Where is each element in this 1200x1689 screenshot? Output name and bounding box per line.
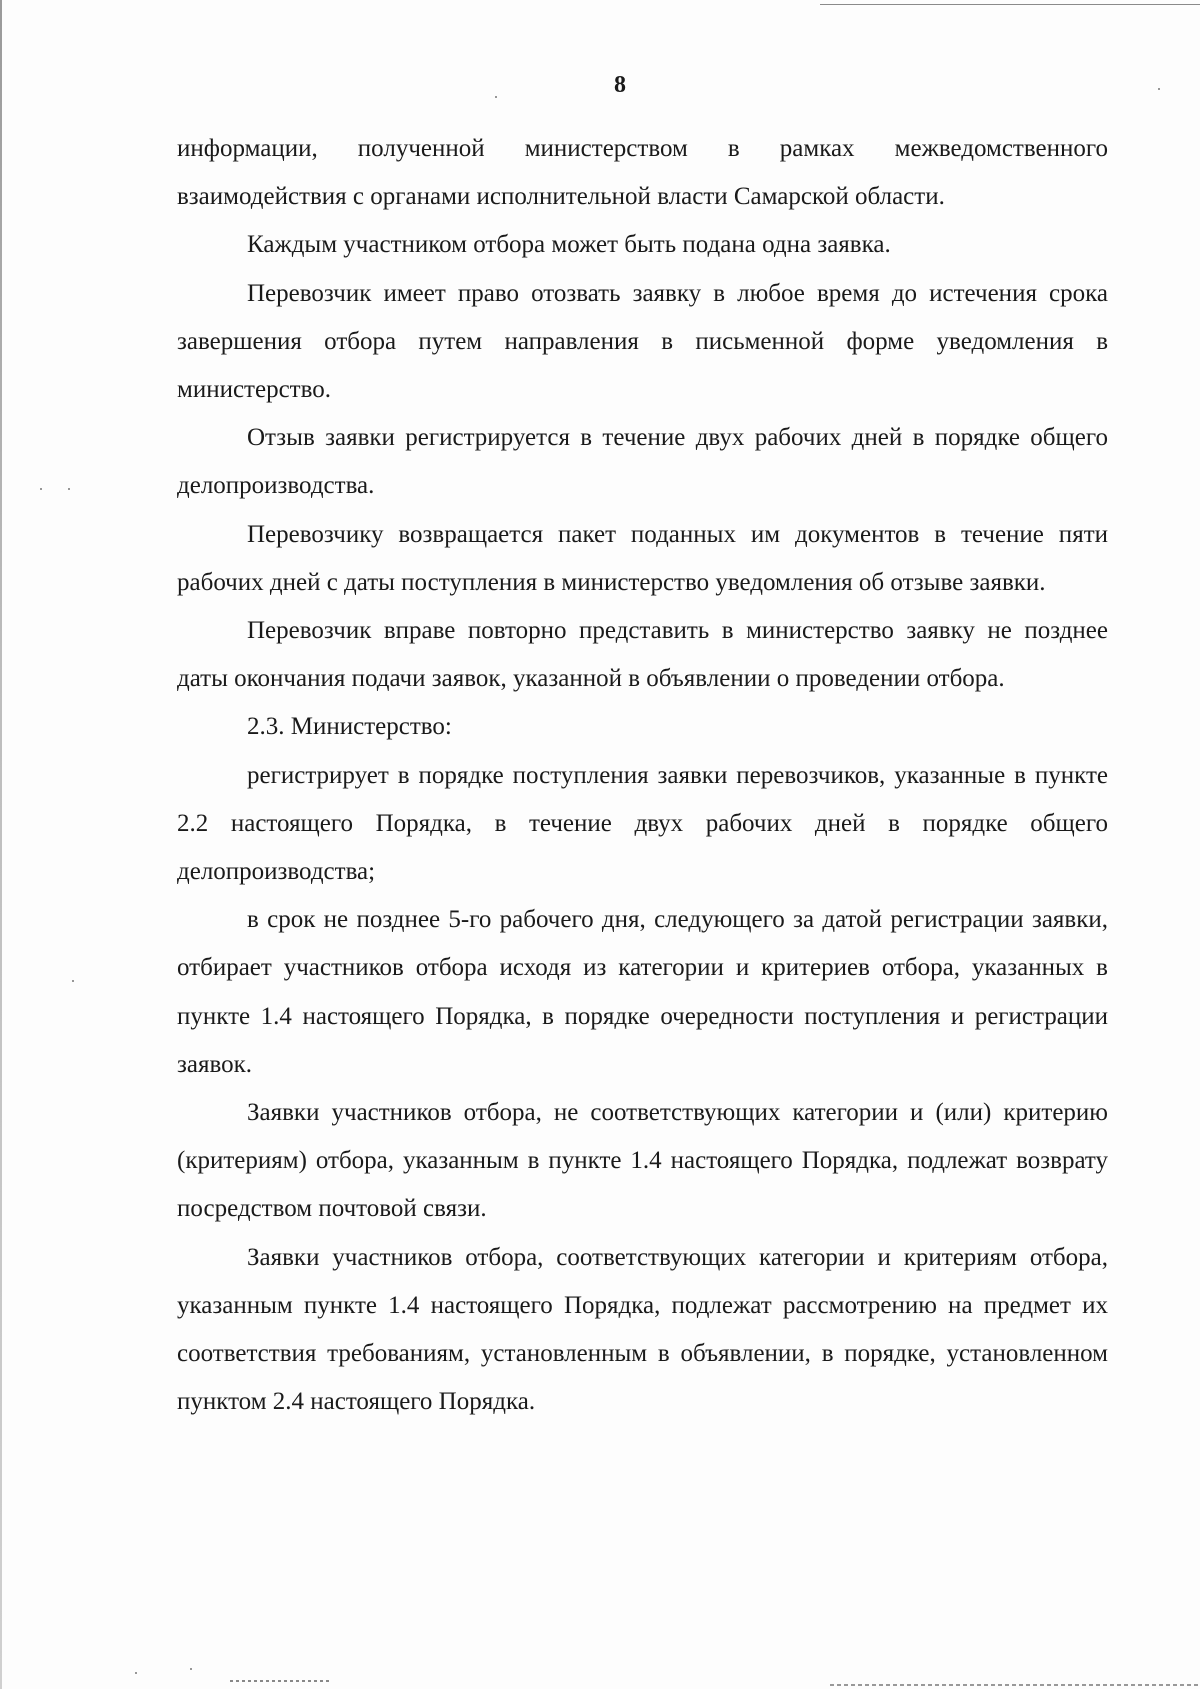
paragraph: Каждым участником отбора может быть подана одна заявка. bbox=[247, 231, 891, 259]
page-number: 8 bbox=[614, 72, 626, 98]
scan-speck bbox=[40, 488, 42, 490]
paragraph: в срок не позднее 5-го рабочего дня, следующего за датой регистрации заявки, отбирает участников отбора исходя из категории и критериев отбора, указанных в пункте 1.4 настоящего Порядка, в порядке очередности поступления и регистрации заявок. bbox=[177, 906, 1108, 1078]
paragraph: Перевозчик вправе повторно представить в министерство заявку не позднее даты окончания подачи заявок, указанной в объявлении о проведении отбора. bbox=[177, 617, 1108, 693]
paragraph: регистрирует в порядке поступления заявки перевозчиков, указанные в пункте 2.2 настоящего Порядка, в течение двух рабочих дней в порядке общего делопроизводства; bbox=[177, 761, 1108, 886]
scan-speck bbox=[190, 1668, 192, 1670]
scan-speck bbox=[68, 488, 70, 490]
body-text bbox=[177, 125, 1108, 1426]
scan-artifact-line bbox=[230, 1680, 330, 1682]
scan-edge-shadow bbox=[0, 0, 2, 1689]
paragraph: Отзыв заявки регистрируется в течение двух рабочих дней в порядке общего делопроизводства. bbox=[177, 424, 1108, 500]
paragraph: Перевозчику возвращается пакет поданных им документов в течение пяти рабочих дней с даты поступления в министерство уведомления об отзыве заявки. bbox=[177, 520, 1108, 596]
paragraph: Заявки участников отбора, не соответствующих категории и (или) критерию (критериям) отбора, указанным в пункте 1.4 настоящего Порядка, подлежат возврату посредством почтовой связи. bbox=[177, 1099, 1108, 1223]
scan-artifact-line bbox=[830, 1684, 1200, 1686]
scan-speck bbox=[72, 980, 74, 982]
paragraph: информации, полученной министерством в рамках межведомственного взаимодействия с органами исполнительной власти Самарской области. bbox=[177, 135, 1108, 211]
scan-speck bbox=[135, 1672, 137, 1674]
scan-artifact-line bbox=[820, 4, 1200, 5]
paragraph: Заявки участников отбора, соответствующих категории и критериям отбора, указанным пункте 1.4 настоящего Порядка, подлежат рассмотрению на предмет их соответствия требованиям, установленным в объявлении, в порядке, установленном пунктом 2.4 настоящего Порядка. bbox=[177, 1243, 1108, 1416]
section-heading: 2.3. Министерство: bbox=[247, 713, 452, 741]
paragraph: Перевозчик имеет право отозвать заявку в любое время до истечения срока завершения отбора путем направления в письменной форме уведомления в министерство. bbox=[177, 279, 1108, 404]
